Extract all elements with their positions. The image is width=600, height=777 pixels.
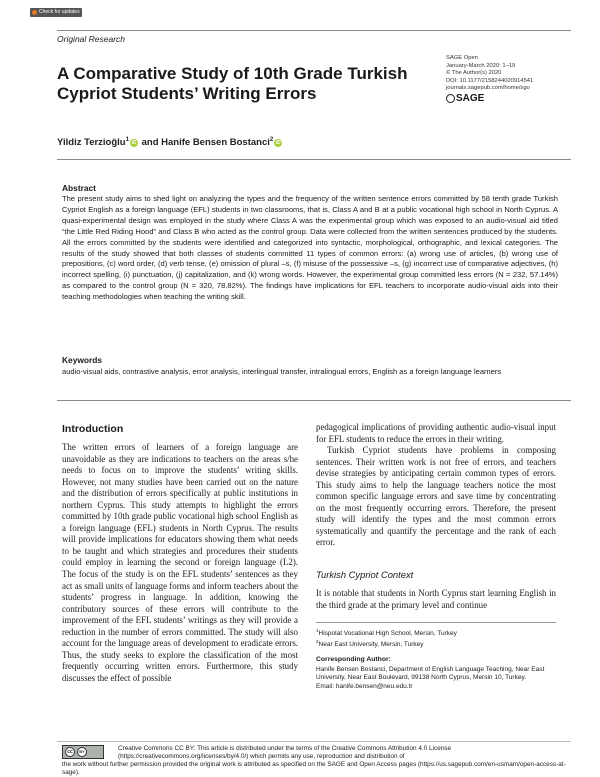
context-heading: Turkish Cypriot Context [316,569,414,580]
license-text: Creative Commons CC BY: This article is distributed under the terms of the Creative Commons Attribution 4.0 License (https://creativecommons.org/licenses/by/4.0/) which permits any use, reproduction and distribution of [118,745,452,761]
corresponding-author [316,666,556,691]
check-for-updates-badge[interactable] [30,8,82,17]
cc-icon: cc [65,747,75,757]
abstract-text: The present study aims to shed light on analyzing the types and the frequency of the written sentence errors committed by 58 tenth grade Turkish Cypriot English as a foreign language (EFL) students in two classrooms, that is, Class A and B at a public vocational high school in North Cyprus. A quasi-experimental design was employed in the study where Class A was the experimental group which was exposed to an audio-visual aid titled “the Little Red Riding Hood” and Class B who acted as the control group. Data were collected from the written sentences produced by the students. All the errors committed by the students were identified and categorized into syntactic, morphological, orthographic, and lexical categories. The results of the study showed that both classes of students committed 11 types of common errors: (a) wrong use of articles, (b) wrong use of prepositions, (c) word order, (d) verb tense, (e) omission of plural –s, (f) misuse of the possessive –s, (g) incorrect use of comparative adjectives, (h) incorrect spelling, (i) punctuation, (j) capitalization, and (k) wrong words. However, the experimental group committed less errors (N = 232, 57.14%) as compared to the control group (N = 320, 78.82%). The findings have implications for EFL teachers to incorporate audio-visual aids into their teaching methodologies when teaching the writing skill. [62,194,558,302]
journal-name: SAGE Open [446,55,478,61]
author-line [57,137,283,148]
body-column-left [62,442,298,684]
author-1[interactable]: Yildiz Terzioğlu [57,137,126,149]
orcid-icon[interactable]: iD [131,139,137,146]
copyright: © The Author(s) 2020 [446,70,502,77]
author-connector: and [141,137,159,149]
author-2[interactable]: Hanife Bensen Bostanci [161,137,270,149]
update-icon [32,10,37,15]
divider [57,159,571,160]
journal-url[interactable]: journals.sagepub.com/home/sgo [446,85,530,92]
intro-paragraph-1: The written errors of learners of a foreign language are unavoidable as they are indications to teachers on the areas s/he needs to focus on to improve the students’ writing skills. However, not many studies have been carried out on the nature and the distribution of errors specifically at public institutions in northern Cyprus. This study attempts to highlight the errors committed by 10th grade public vocational high school English as a foreign language (EFL) students in North Cyprus. The results will provide implications for educators showing them what needs to be taught and which strategies and procedures their students could employ in learning the second or foreign language (L2). The focus of the study is on the EFL students’ sentences as they act as small units of language forms and inform teachers about the students’ progress in language. In addition, knowing the contributory sources of these errors will contribute to the improvement of the EFL students’ writings as they will provide a reduction in the number of errors committed. The study will also account for the language areas of development to eradicate errors. Thus, the study seeks to explore the classification of the most frequently occurring written errors. Furthermore, this study discusses the effect of possible [62,442,298,683]
sage-logo-text: SAGE [456,92,485,104]
intro-paragraph-1-cont: pedagogical implications of providing authentic audio-visual input for EFL students to reduce the errors in their writing. [316,422,556,444]
by-icon: BY [77,747,87,757]
article-category: Original Research [57,34,126,44]
footnote-divider [316,622,556,623]
keywords-text: audio-visual aids, contrastive analysis, error analysis, interlingual transfer, intralingual errors, English as a foreign language learners [62,367,502,376]
license-divider [57,741,571,742]
divider [57,400,571,401]
author-2-affil: 2 [269,137,274,143]
top-divider [57,30,571,31]
orcid-icon[interactable]: iD [275,139,281,146]
context-paragraph: It is notable that students in North Cyprus start learning English in the third grade at the primary level and continue [316,588,556,610]
body-column-right [316,422,556,549]
affiliations [316,627,556,650]
article-title: A Comparative Study of 10th Grade Turkish Cypriot Students’ Writing Errors [57,64,408,103]
sage-logo-icon [446,94,455,103]
abstract-heading: Abstract [62,183,96,193]
journal-issue: January-March 2020: 1–19 [446,62,516,69]
corresponding-author-email[interactable]: Email: hanife.bensen@neu.edu.tr [316,682,413,690]
author-1-affil: 1 [125,137,129,143]
keywords-heading: Keywords [62,355,103,365]
intro-paragraph-2: Turkish Cypriot students have problems in composing sentences. Their written work is not free of errors, and teachers devise strategies by anticipating certain common types of errors. This study aims to help the language teachers notice the most common specific language errors and save time by concentrating on the most frequently occurring errors. Therefore, the present study will identify the types and the most common errors systematically and quantify the percentage and the rank of each error. [316,445,556,548]
badge-label: Check for updates [39,9,80,15]
cc-by-badge[interactable] [62,745,104,759]
affiliation-1: $^1$Hispolat Vocational High School, Mersin, Turkey [316,628,457,638]
journal-meta [446,55,576,107]
corresponding-author-heading: Corresponding Author: [316,656,391,663]
corresponding-author-details: Hanife Bensen Bostanci, Department of English Language Teaching, Near East University, Near East Boulevard, 99138 North Cyprus, Mersin 10, Turkey. [316,666,545,682]
doi-link[interactable]: DOI: 10.1177/2158244020914541 [446,77,534,84]
sage-logo [446,93,484,105]
introduction-heading: Introduction [62,423,124,435]
affiliation-2: $^2$Near East University, Mersin, Turkey [316,639,424,649]
license-text-cont: the work without further permission provided the original work is attributed as specified on the SAGE and Open Access pages (https://us.sagepub.com/en-us/nam/open-access-at-sage). [62,761,566,777]
